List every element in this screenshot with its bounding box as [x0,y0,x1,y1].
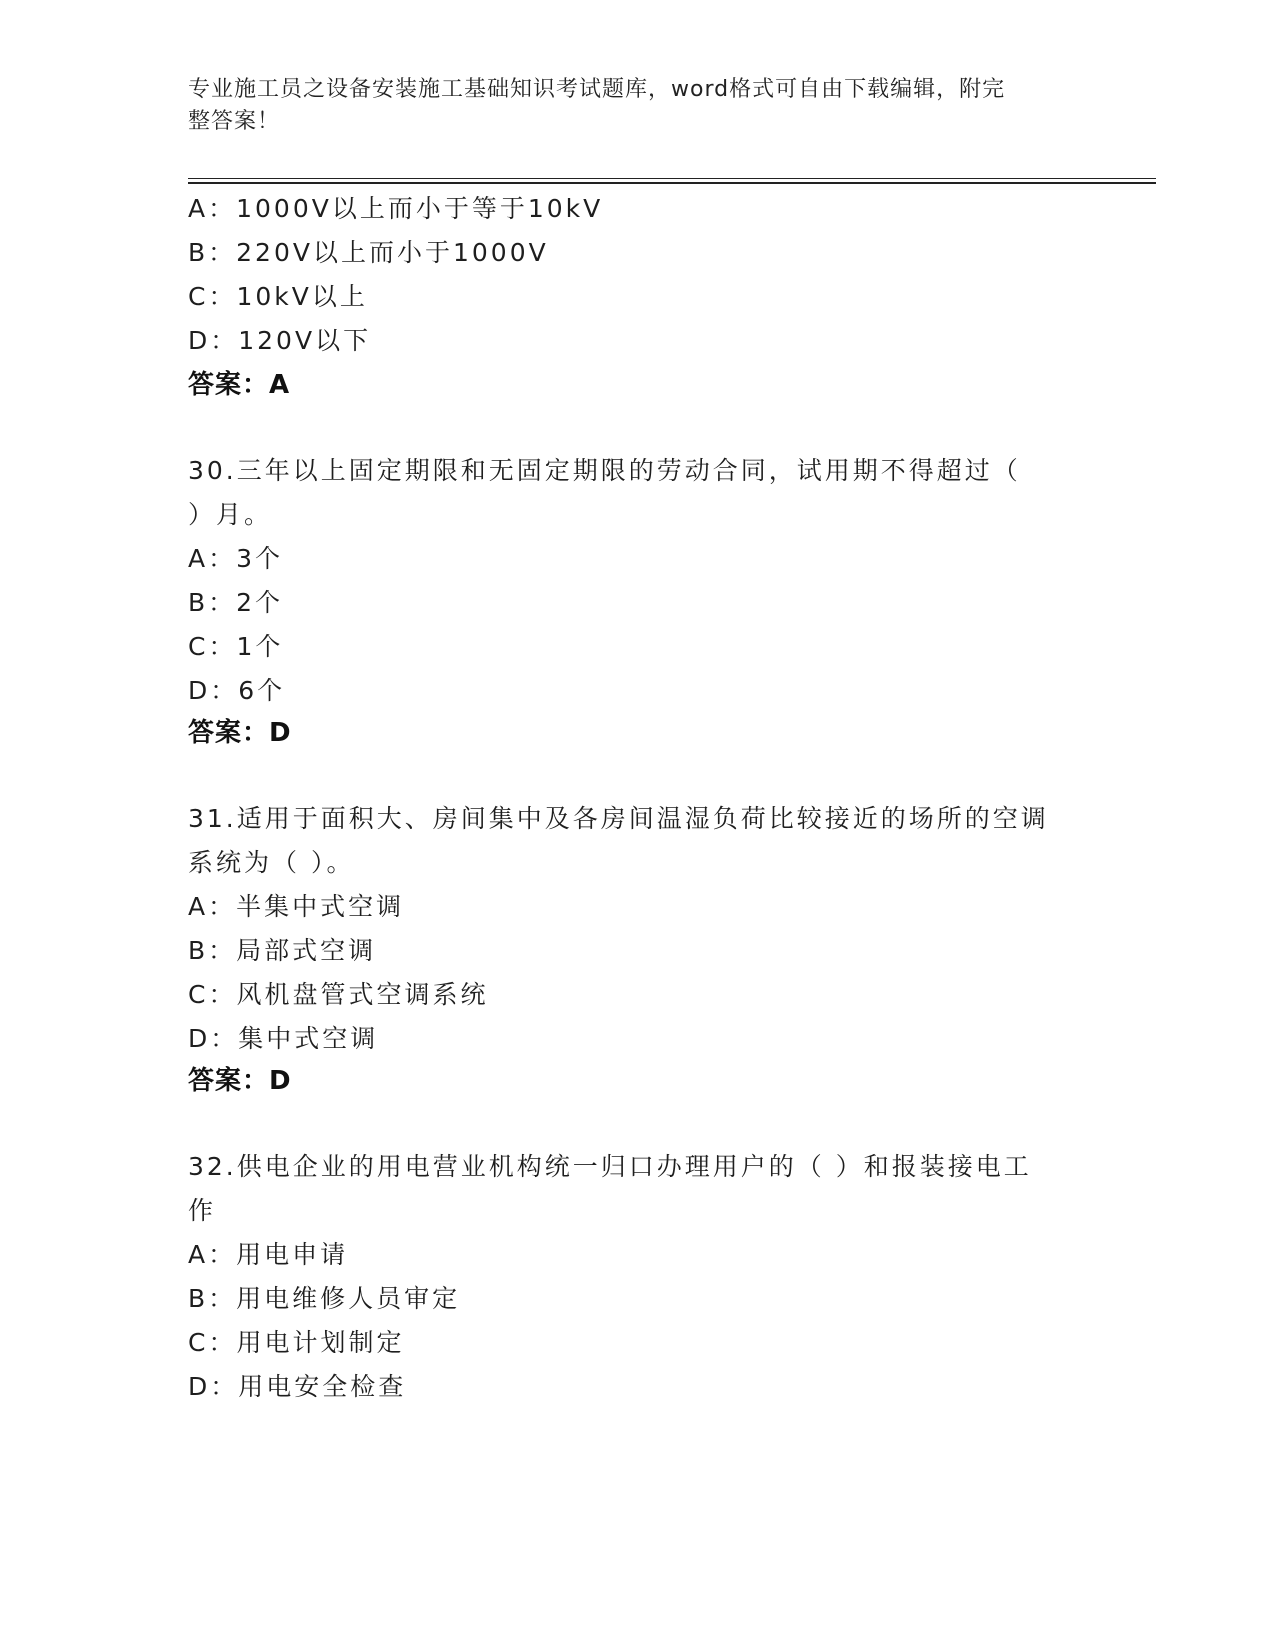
q30-stem-line-2: ）月。 [188,500,273,529]
q32-option-a: A：用电申请 [188,1240,349,1269]
q32-stem-line-2: 作 [188,1196,217,1225]
header-line-2: 整答案！ [188,109,281,134]
q32-option-d: D：用电安全检查 [188,1372,407,1401]
prev-option-c: C：10kV以上 [188,282,368,311]
q30-option-d: D：6个 [188,676,286,705]
q32-option-c: C：用电计划制定 [188,1328,405,1357]
q31-option-c: C：风机盘管式空调系统 [188,980,489,1009]
q30-stem-line-1: 30.三年以上固定期限和无固定期限的劳动合同，试用期不得超过（ [188,456,1021,485]
prev-option-b: B：220V以上而小于1000V [188,238,549,267]
prev-option-a: A：1000V以上而小于等于10kV [188,194,604,223]
q31-option-a: A：半集中式空调 [188,892,405,921]
q30-option-b: B：2个 [188,588,284,617]
prev-option-d: D：120V以下 [188,326,372,355]
q31-option-b: B：局部式空调 [188,936,377,965]
q30-answer: 答案：D [188,718,292,748]
q32-option-b: B：用电维修人员审定 [188,1284,461,1313]
q30-option-c: C：1个 [188,632,284,661]
q32-stem-line-1: 32.供电企业的用电营业机构统一归口办理用户的（ ）和报装接电工 [188,1152,1032,1181]
header-divider-thick [188,182,1156,184]
q31-stem-line-1: 31.适用于面积大、房间集中及各房间温湿负荷比较接近的场所的空调 [188,804,1049,833]
q31-stem-line-2: 系统为（ ）。 [188,848,355,877]
document-header [188,74,1068,138]
header-divider-thin [188,178,1156,179]
header-line-1: 专业施工员之设备安装施工基础知识考试题库，word格式可自由下载编辑，附完 [188,77,1006,102]
q30-option-a: A：3个 [188,544,284,573]
prev-answer: 答案：A [188,370,291,400]
q31-option-d: D：集中式空调 [188,1024,379,1053]
q31-answer: 答案：D [188,1066,292,1096]
